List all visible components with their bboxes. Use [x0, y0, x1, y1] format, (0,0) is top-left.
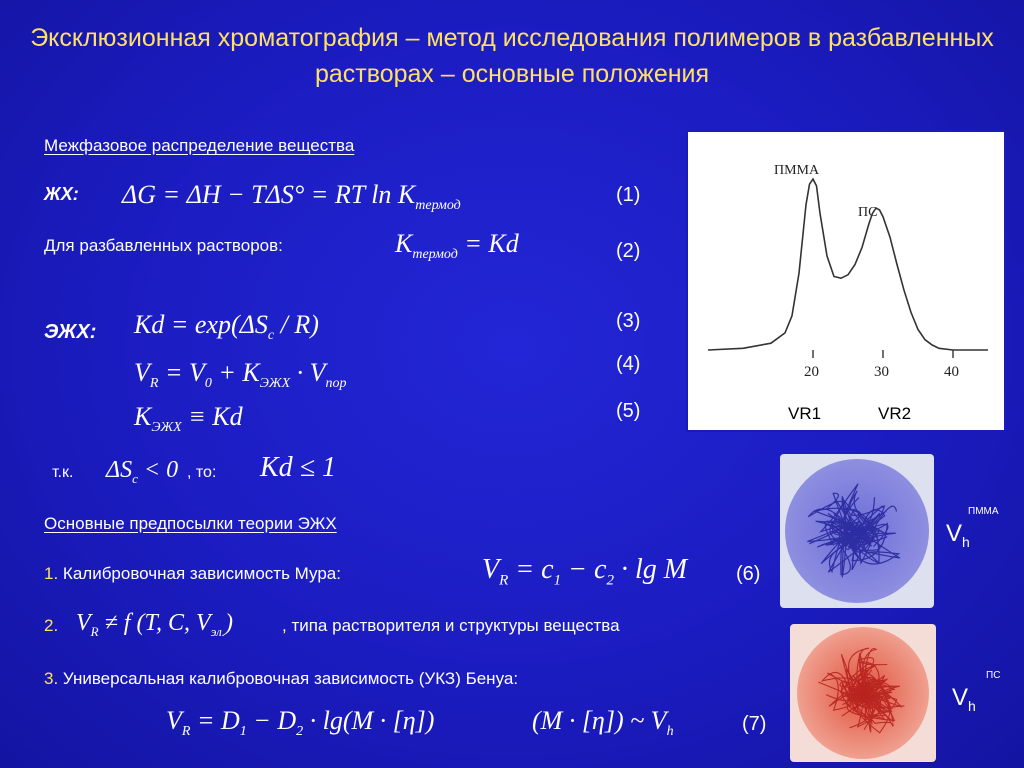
- vh-ps-label: [952, 684, 976, 714]
- vh-ps-sub: h: [968, 697, 976, 714]
- x-tick-label: 30: [874, 364, 889, 380]
- ps-coil-drawing: [790, 624, 936, 762]
- tk-label: т.к.: [52, 464, 74, 481]
- ps-coil-image: [790, 624, 936, 762]
- item-1-text: Калибровочная зависимость Мура:: [62, 564, 341, 583]
- item-1: [44, 564, 341, 584]
- equation-7b: (M · [η]) ~ $V_h$: [532, 706, 674, 740]
- item-2-expression: $V_R \ne f$ (T, C, $V_{эл.}$): [76, 610, 234, 639]
- eq-number-1: (1): [616, 184, 641, 206]
- page-title: Эксклюзионная хроматография – метод исследования полимеров в разбавленных растворах – основные положения: [30, 24, 994, 88]
- equation-6: $V_R = c_1 - c_2 \cdot \lg M$: [482, 554, 688, 589]
- eq-number-4: (4): [616, 353, 641, 375]
- item-1-number: 1.: [44, 564, 59, 583]
- vh-ps-v: V: [952, 684, 969, 711]
- ezhkh-label: ЭЖХ:: [44, 321, 97, 343]
- pmma-coil-image: [780, 454, 934, 608]
- vh-pmma-v: V: [946, 520, 963, 547]
- item-2-number-wrap: [44, 616, 58, 636]
- equation-5: $K_{ЭЖХ} \equiv Kd$: [134, 402, 243, 436]
- zhkh-label: ЖХ:: [44, 184, 79, 204]
- equation-3: $Kd = \exp(\Delta S_c / R)$: [134, 310, 319, 344]
- condition-expression: $\Delta S_c < 0$: [106, 457, 179, 486]
- equation-1: ΔG = ΔH − TΔS° = RT $\ln K_{термод}$: [122, 180, 461, 214]
- pmma-coil-drawing: [780, 454, 934, 608]
- x-tick-label: 20: [804, 364, 819, 380]
- item-3: [44, 669, 518, 689]
- section-heading-theory: Основные предпосылки теории ЭЖХ: [44, 514, 337, 533]
- vh-pmma-sup: ПММА: [968, 506, 999, 517]
- chromatogram-ticks: [804, 350, 959, 380]
- peak-label-pmma: ПММА: [774, 163, 820, 178]
- vh-ps-sup: ПС: [986, 670, 1001, 681]
- item-3-number: 3.: [44, 669, 59, 688]
- peak-label-ps: ПС: [858, 205, 878, 220]
- eq-number-3: (3): [616, 310, 641, 332]
- vr1-label: VR1: [788, 404, 822, 423]
- eq-number-6: (6): [736, 563, 761, 585]
- x-tick-label: 40: [944, 364, 959, 380]
- equation-7a: $V_R = D_1 - D_2 \cdot \lg(M \cdot [\eta])$: [166, 706, 435, 740]
- section-heading-interphase: Межфазовое распределение вещества: [44, 136, 355, 155]
- to-label: , то:: [187, 464, 217, 481]
- eq-number-7: (7): [742, 713, 767, 735]
- equation-2: $K_{термод} = Kd$: [395, 229, 519, 263]
- eq-number-2: (2): [616, 240, 641, 262]
- chromatogram-panel: [686, 130, 1006, 432]
- chromatogram-chart: [688, 132, 1004, 430]
- equation-4: $V_R = V_0 + K_{ЭЖХ} \cdot V_{пор}$: [134, 358, 347, 392]
- item-3-text: Универсальная калибровочная зависимость (УКЗ) Бенуа:: [62, 669, 519, 688]
- vh-pmma-sub: h: [962, 533, 970, 550]
- vh-pmma-label: [946, 520, 970, 550]
- item-2-number: 2.: [44, 616, 59, 635]
- condition-result: Kd ≤ 1: [260, 452, 337, 483]
- dilute-label: Для разбавленных растворов:: [44, 236, 283, 255]
- vr2-label: VR2: [878, 404, 912, 423]
- item-2-text: , типа растворителя и структуры вещества: [282, 616, 620, 635]
- chromatogram-line: [708, 179, 988, 350]
- eq-number-5: (5): [616, 400, 641, 422]
